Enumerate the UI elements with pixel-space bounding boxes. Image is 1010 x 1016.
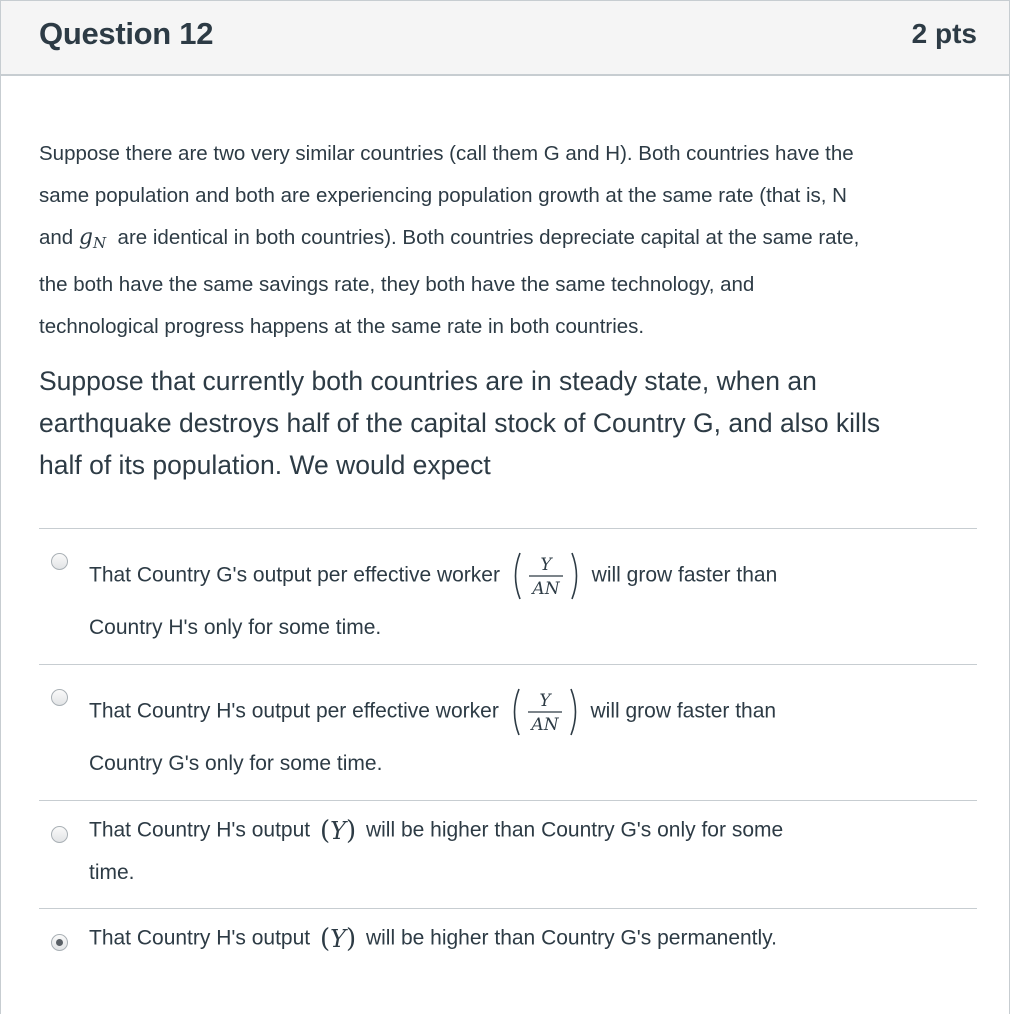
paragraph-line-prefix: and xyxy=(39,226,74,249)
answer-text-after: will be higher than Country G's only for some xyxy=(365,818,784,842)
answer-text-before: That Country H's output per effective worker xyxy=(89,699,499,723)
fraction-numerator: Y xyxy=(539,691,551,711)
answer-option-2[interactable] xyxy=(39,665,977,800)
question-points: 2 pts xyxy=(911,18,977,49)
answer-radio-1[interactable] xyxy=(51,553,68,570)
question-title: Question 12 xyxy=(39,16,214,51)
question-header xyxy=(1,0,1009,76)
answer-text-before: That Country H's output xyxy=(89,926,311,950)
paragraph-line: technological progress happens at the same rate in both countries. xyxy=(39,315,645,338)
answer-line-2: Country H's only for some time. xyxy=(89,616,382,639)
math-gn-subscript: N xyxy=(93,234,107,252)
question-paragraph-2 xyxy=(39,360,979,486)
answer-line-1 xyxy=(89,926,777,952)
paragraph-line: the both have the same savings rate, they both have the same technology, and xyxy=(39,273,755,296)
answer-line-1 xyxy=(89,685,776,739)
answer-text-after: will be higher than Country G's permanently. xyxy=(365,926,777,950)
answer-text-after: will grow faster than xyxy=(591,563,778,587)
paragraph-line: same population and both are experiencing population growth at the same rate (that is, N xyxy=(39,184,847,207)
math-y-in-parens: (Y) xyxy=(319,816,357,846)
math-gn xyxy=(79,225,106,250)
fraction-y-over-an xyxy=(509,685,581,739)
fraction-y-over-an xyxy=(510,549,582,603)
answer-option-3[interactable] xyxy=(39,801,977,908)
answer-line-2: time. xyxy=(89,861,135,884)
answer-option-1[interactable] xyxy=(39,529,977,664)
answer-radio-4-selected[interactable] xyxy=(51,934,68,951)
fraction-denominator: AN xyxy=(532,579,560,599)
answer-radio-2[interactable] xyxy=(51,689,68,706)
answer-line-2: Country G's only for some time. xyxy=(89,752,383,775)
math-y: Y xyxy=(330,925,346,953)
paragraph-line-rest: are identical in both countries). Both countries depreciate capital at the same rate, xyxy=(117,226,860,249)
math-y: Y xyxy=(330,817,346,845)
answer-radio-3[interactable] xyxy=(51,826,68,843)
answer-line-1 xyxy=(89,549,777,603)
paragraph-line: Suppose that currently both countries are in steady state, when an xyxy=(39,366,817,396)
answer-text-after: will grow faster than xyxy=(590,699,777,723)
math-y-in-parens: (Y) xyxy=(319,924,357,954)
paragraph-line xyxy=(39,217,979,264)
math-gn-base: g xyxy=(78,225,94,250)
paragraph-line: earthquake destroys half of the capital stock of Country G, and also kills xyxy=(39,408,881,438)
answer-line-1 xyxy=(89,818,783,844)
fraction-denominator: AN xyxy=(531,715,559,735)
answer-text-before: That Country H's output xyxy=(89,818,311,842)
question-paragraph-1 xyxy=(39,133,979,348)
paragraph-line: Suppose there are two very similar countries (call them G and H). Both countries have the xyxy=(39,142,854,165)
fraction-numerator: Y xyxy=(540,555,552,575)
answer-option-4[interactable] xyxy=(39,909,977,979)
answer-text-before: That Country G's output per effective worker xyxy=(89,563,500,587)
paragraph-line: half of its population. We would expect xyxy=(39,450,491,480)
